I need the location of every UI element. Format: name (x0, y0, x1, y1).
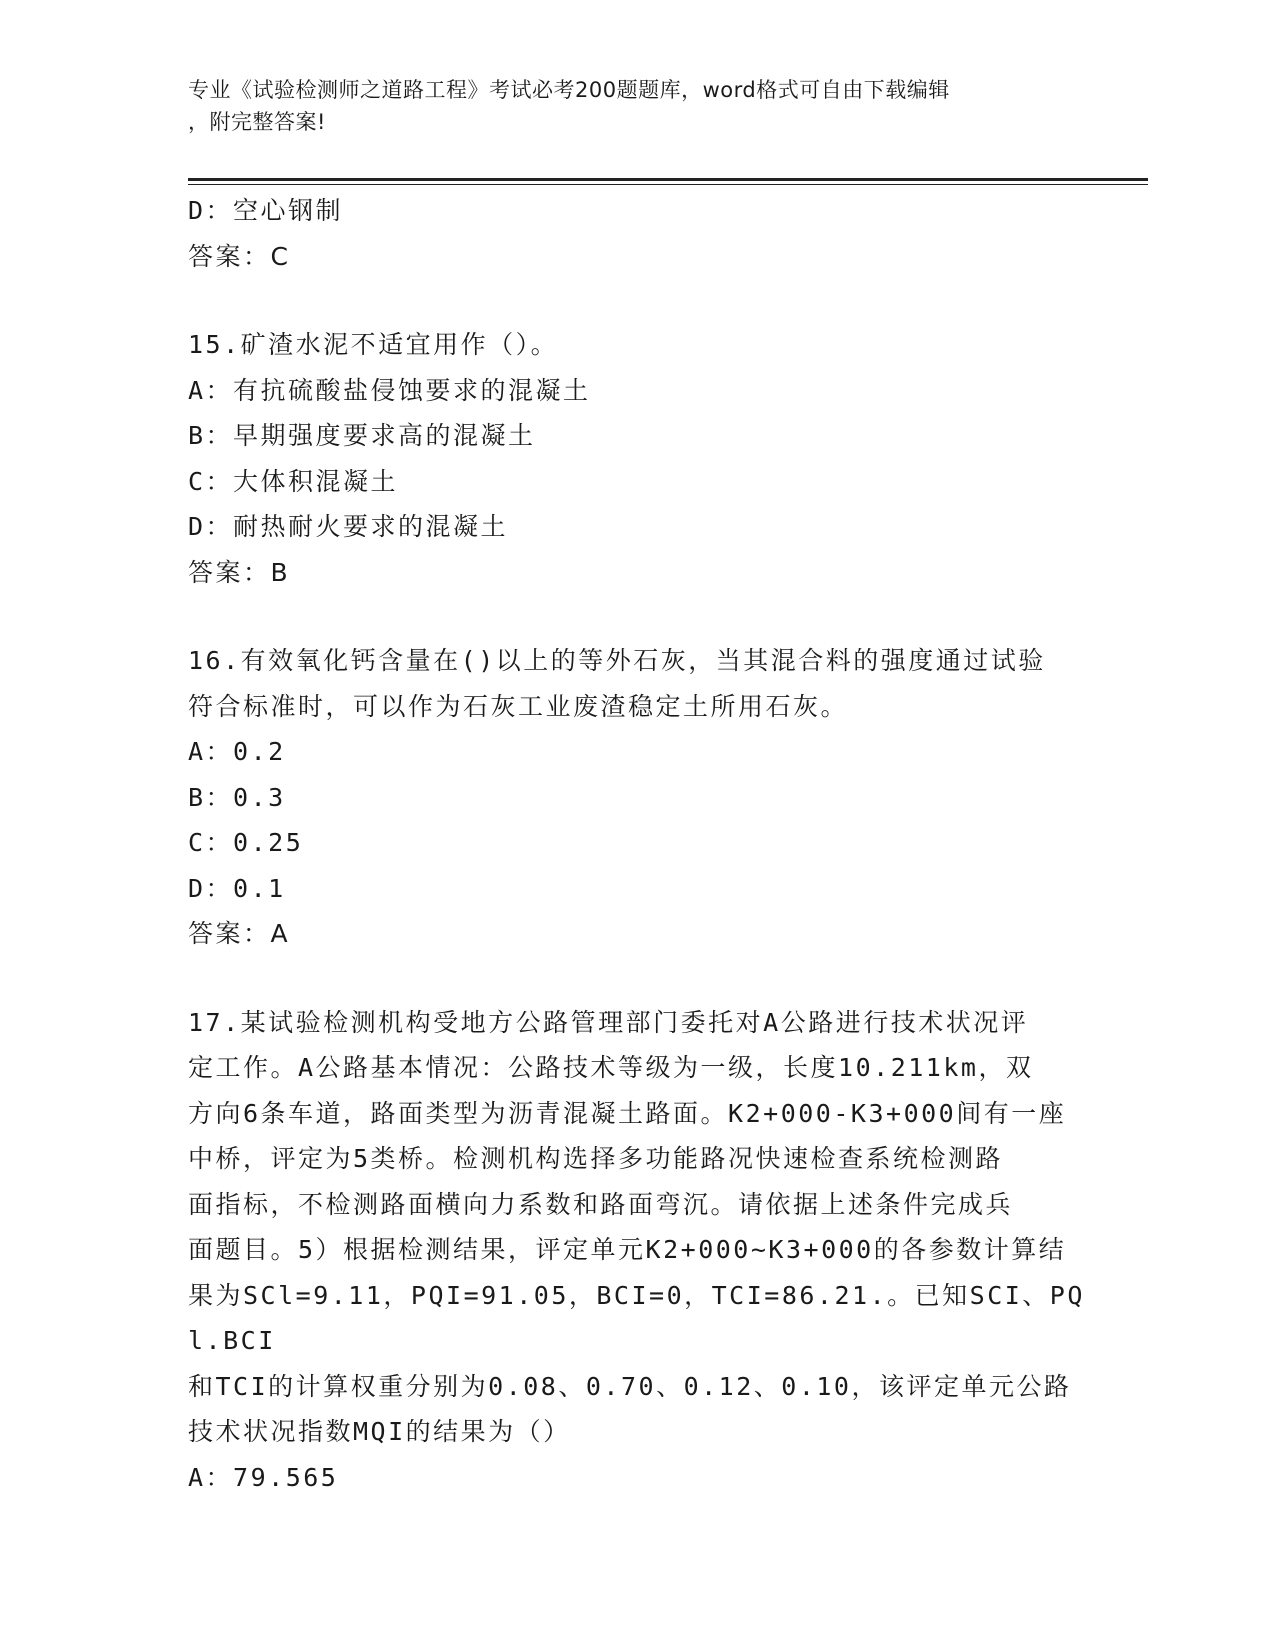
header-divider-thin (188, 184, 1148, 185)
q17-stem-line-1: 17.某试验检测机构受地方公路管理部门委托对A公路进行技术状况评 (188, 1007, 1029, 1037)
q15-option-a: A：有抗硫酸盐侵蚀要求的混凝土 (188, 375, 591, 405)
header-line-2: ，附完整答案! (188, 110, 326, 134)
q16-option-d: D：0.1 (188, 873, 286, 903)
q17-stem-line-3: 方向6条车道，路面类型为沥青混凝土路面。K2+000-K3+000间有一座 (188, 1098, 1067, 1128)
q17-stem-line-5: 面指标，不检测路面横向力系数和路面弯沉。请依据上述条件完成兵 (188, 1189, 1014, 1219)
q17-stem-line-2: 定工作。A公路基本情况：公路技术等级为一级，长度10.211km，双 (188, 1053, 1034, 1082)
q15-option-b: B：早期强度要求高的混凝土 (188, 421, 536, 450)
document-header (188, 74, 1078, 138)
q16-option-a: A：0.2 (188, 737, 286, 766)
question-spacer (188, 279, 1088, 322)
q14-answer: 答案：C (188, 241, 291, 271)
q15-stem: 15.矿渣水泥不适宜用作（）。 (188, 330, 559, 359)
q15-option-c: C：大体积混凝土 (188, 466, 399, 496)
q17-stem-line-7: 果为SCl=9.11，PQI=91.05，BCI=0，TCI=86.21.。已知SCI、PQl.BCI (188, 1280, 1085, 1355)
header-line-1: 专业《试验检测师之道路工程》考试必考200题题库，word格式可自由下载编辑 (188, 78, 950, 102)
q17-stem-line-6: 面题目。5）根据检测结果，评定单元K2+000~K3+000的各参数计算结 (188, 1235, 1067, 1264)
q14-option-d: D：空心钢制 (188, 196, 344, 225)
question-spacer (188, 957, 1088, 1000)
question-spacer (188, 595, 1088, 638)
q17-stem-line-8: 和TCI的计算权重分别为0.08、0.70、0.12、0.10，该评定单元公路 (188, 1371, 1072, 1401)
q16-stem-line-1: 16.有效氧化钙含量在()以上的等外石灰，当其混合料的强度通过试验 (188, 646, 1046, 675)
q17-option-a: A：79.565 (188, 1462, 339, 1492)
q17-stem-line-4: 中桥，评定为5类桥。检测机构选择多功能路况快速检查系统检测路 (188, 1144, 1004, 1173)
q16-option-c: C：0.25 (188, 828, 304, 857)
q16-stem-line-2: 符合标准时，可以作为石灰工业废渣稳定土所用石灰。 (188, 691, 849, 721)
q15-option-d: D：耐热耐火要求的混凝土 (188, 512, 509, 541)
header-divider-thick (188, 178, 1148, 181)
q17-stem-line-9: 技术状况指数MQI的结果为（） (188, 1417, 571, 1446)
question-content (188, 188, 1088, 1500)
q16-answer: 答案：A (188, 919, 291, 948)
q16-option-b: B：0.3 (188, 782, 286, 812)
q15-answer: 答案：B (188, 557, 291, 587)
